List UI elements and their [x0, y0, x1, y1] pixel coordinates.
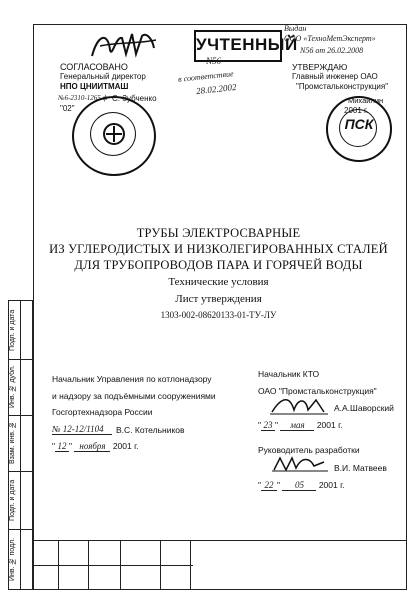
doc-subtitle: Технические условия: [168, 276, 269, 288]
handwritten-topright-line1: Выдан: [284, 24, 307, 33]
approval-left-line1: Генеральный директор: [60, 72, 146, 81]
side-stamp-column: [8, 300, 33, 590]
sig-right-name1: А.А.Шаворский: [334, 403, 394, 413]
sig-left-year: 2001 г.: [112, 441, 139, 451]
sig-right-month1: мая: [280, 420, 314, 431]
psk-logo: ПСК: [344, 116, 374, 132]
handwritten-topright-line2: ООО «ТехноМетЭксперт»: [284, 34, 376, 43]
sig-right-dev-head: Руководитель разработки: [258, 445, 360, 455]
sig-right-day1: 23: [261, 420, 275, 431]
doc-code: 1303-002-08620133-01-ТУ-ЛУ: [160, 310, 277, 320]
signature-shavorsky-icon: [268, 392, 332, 418]
side-row-line: [9, 415, 34, 416]
sig-right-month2: 05: [282, 480, 316, 491]
sig-right-year2: 2001 г.: [318, 480, 345, 490]
sig-right-name2: В.И. Матвеев: [334, 463, 387, 473]
handwritten-center-line2: 28.02.2002: [195, 81, 237, 97]
approval-right-heading: УТВЕРЖДАЮ: [292, 62, 348, 72]
sig-left-line1: Начальник Управления по котлонадзору: [52, 374, 212, 384]
sig-right-date2: " 22 " 05 2001 г.: [258, 480, 345, 490]
side-label-signature-date-2: Подп. и дата: [9, 479, 16, 521]
control-stamp-label: УЧТЕННЫЙ: [196, 35, 298, 54]
signature-scribble-icon: [88, 28, 160, 62]
approval-right-line2: "Промстальконструкция": [296, 82, 389, 91]
title-block-row-line: [33, 565, 193, 566]
sig-right-day2: 22: [261, 480, 277, 491]
side-row-line: [9, 471, 34, 472]
approval-right-signer: Михайлин: [348, 96, 384, 105]
approval-left-handnote: №6-2310-1265 ф: [58, 94, 108, 102]
signature-matveev-icon: [270, 452, 330, 474]
control-stamp-number: N56: [206, 56, 222, 66]
sig-left-name: В.С. Котельников: [116, 425, 185, 435]
handwritten-center-line1: в соответствие: [177, 69, 234, 84]
cniitmash-round-stamp: [72, 96, 156, 176]
approval-left-line2: НПО ЦНИИТМАШ: [60, 82, 129, 91]
promstal-round-stamp: [326, 96, 392, 162]
stamp-emblem-icon: [100, 120, 128, 148]
handwritten-topright-line3: N56 от 26.02.2008: [300, 46, 364, 55]
side-row-line: [9, 529, 34, 530]
sig-left-line2: и надзору за подъёмными сооружениями: [52, 391, 216, 401]
approval-right-line1: Главный инженер ОАО: [292, 72, 378, 81]
approval-left-heading: СОГЛАСОВАНО: [60, 62, 128, 72]
sig-right-line2: ОАО "Промстальконструкция": [258, 386, 377, 396]
side-row-line: [9, 359, 34, 360]
side-label-signature-date: Подп. и дата: [9, 309, 16, 351]
side-label-duplicate-inv: Инв. № дубл.: [9, 365, 16, 409]
sig-right-date1: " 23 " мая 2001 г.: [258, 420, 343, 430]
side-label-replacement-inv: Взам. инв. №: [9, 421, 16, 465]
sig-left-line3: Госгортехнадзора России: [52, 407, 153, 417]
sig-left-month: ноября: [74, 441, 110, 452]
doc-title-line1: ТРУБЫ ЭЛЕКТРОСВАРНЫЕ: [136, 226, 301, 240]
sig-right-year1: 2001 г.: [316, 420, 343, 430]
approval-left-signer: С. Зубченко: [112, 94, 157, 103]
doc-title-line3: ДЛЯ ТРУБОПРОВОДОВ ПАРА И ГОРЯЧЕЙ ВОДЫ: [74, 258, 363, 272]
sig-left-day: 12: [55, 441, 69, 452]
approval-right-year: 2001 г.: [344, 106, 369, 115]
approval-left-date: "02": [60, 104, 75, 113]
sig-left-letter-no: № 12-12/1104: [52, 424, 112, 435]
side-label-original-inv: Инв. № подл.: [9, 537, 16, 581]
sig-right-line1: Начальник КТО: [258, 369, 320, 379]
doc-title-line2: ИЗ УГЛЕРОДИСТЫХ И НИЗКОЛЕГИРОВАННЫХ СТАЛЕЙ: [49, 242, 388, 256]
sig-left-date: " 12 " ноября 2001 г.: [52, 441, 139, 451]
doc-sheet-name: Лист утверждения: [175, 293, 262, 305]
